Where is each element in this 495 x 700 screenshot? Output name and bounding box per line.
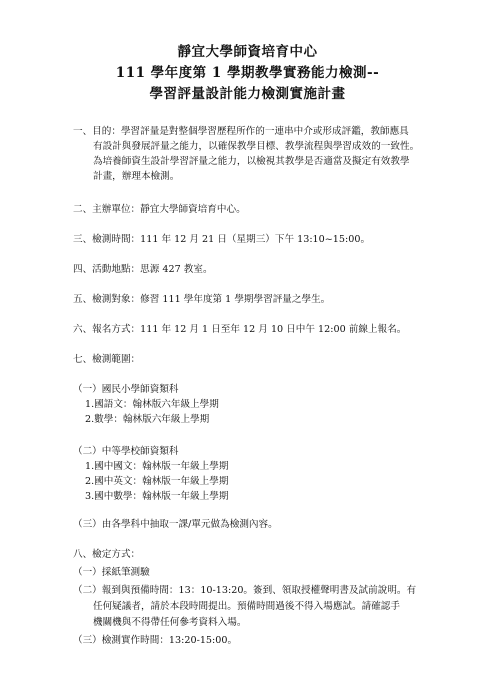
section-location: 四、活動地點：思源 427 教室。 <box>73 264 213 275</box>
section-scope-heading: 七、檢測範圍： <box>73 354 141 365</box>
scope-elementary-item-2: 2.數學：翰林版六年級上學期 <box>85 414 210 425</box>
doc-title-term: 111 學年度第 1 學期教學實務能力檢測-- <box>115 65 380 81</box>
doc-title-organization: 靜宜大學師資培育中心 <box>177 44 318 60</box>
scope-note: （三）由各學科中抽取一課/單元做為檢測內容。 <box>73 519 278 530</box>
section-purpose-line-3: 為培養師資生設計學習評量之能力，以檢視其教學是否適當及擬定有效教學 <box>93 156 410 167</box>
scope-secondary-heading: （二）中等學校師資類科 <box>73 446 179 457</box>
section-purpose-line-1: 一、目的：學習評量是對整個學習歷程所作的一連串中介或形成評鑑，教師應具 <box>73 126 409 137</box>
scope-elementary-item-1: 1.國語文：翰林版六年級上學期 <box>85 399 219 410</box>
method-item-2-line-2: 任何疑議者，請於本段時間提出。預備時間過後不得入場應試。請確認手 <box>93 601 400 612</box>
scope-secondary-item-2: 2.國中英文：翰林版一年級上學期 <box>85 476 229 487</box>
scope-secondary-item-3: 3.國中數學：翰林版一年級上學期 <box>85 491 229 502</box>
method-item-1: （一）採紙筆測驗 <box>73 567 150 578</box>
section-purpose-line-2: 有設計與發展評量之能力，以確保教學目標、教學流程與學習成效的一致性。 <box>93 141 420 152</box>
method-item-2-line-3: 機關機與不得帶任何參考資料入場。 <box>93 617 247 628</box>
scope-elementary-heading: （一）國民小學師資類科 <box>73 384 179 395</box>
method-item-2-line-1: （二）報到與預備時間：13：10-13:20。簽到、領取授權聲明書及試前說明。有 <box>73 585 417 596</box>
section-target: 五、檢測對象：修習 111 學年度第 1 學期學習評量之學生。 <box>73 294 331 305</box>
section-registration: 六、報名方式：111 年 12 月 1 日至年 12 月 10 日中午 12:00 前線上報名。 <box>73 324 407 335</box>
section-organizer: 二、主辦單位：靜宜大學師資培育中心。 <box>73 204 246 215</box>
section-exam-time: 三、檢測時間：111 年 12 月 21 日（星期三）下午 13:10~15:00。 <box>73 234 371 245</box>
method-item-3: （三）檢測實作時間：13:20-15:00。 <box>73 635 238 646</box>
section-method-heading: 八、檢定方式： <box>73 549 141 560</box>
doc-title-plan: 學習評量設計能力檢測實施計畫 <box>149 86 346 102</box>
scope-secondary-item-1: 1.國中國文：翰林版一年級上學期 <box>85 461 229 472</box>
section-purpose-line-4: 計畫，辦理本檢測。 <box>93 171 180 182</box>
